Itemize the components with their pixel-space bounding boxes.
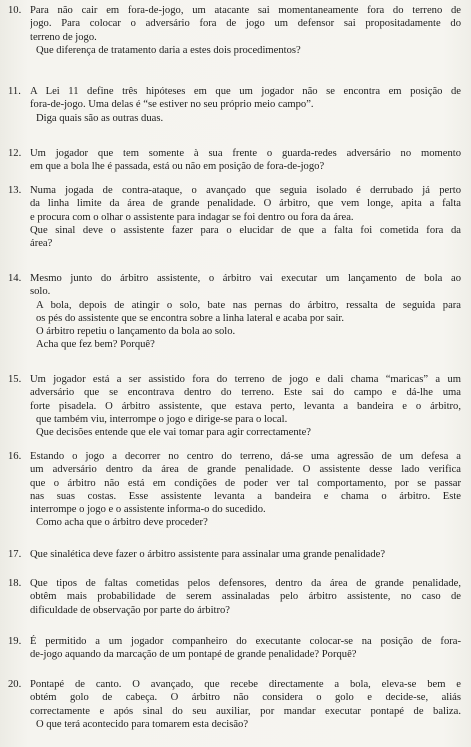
question-line: Que decisões entende que ele vai tomar para agir correctamente?: [36, 427, 311, 439]
question-line: O que terá acontecido para tomarem esta decisão?: [36, 718, 249, 730]
question-line: área?: [30, 238, 53, 250]
question-line: Que diferença de tratamento daria a estes dois procedimentos?: [36, 44, 301, 56]
question-text: [30, 678, 461, 731]
question-15: [8, 373, 461, 439]
question-14: [8, 272, 461, 352]
question-12: [8, 147, 461, 174]
question-16: [8, 450, 461, 530]
question-text: [30, 4, 461, 57]
question-number: 11.: [8, 86, 21, 97]
question-19: [8, 635, 461, 662]
question-line: os pés do assistente que se encontra sobre a linha lateral e acaba por sair.: [36, 312, 344, 324]
question-text: [30, 373, 461, 439]
question-line: O árbitro repetiu o lançamento da bola ao solo.: [36, 326, 236, 338]
question-line: jogo. Para colocar o adversário fora de jogo um defensor sai propositadamente do: [30, 18, 461, 30]
question-line: É permitido a um jogador companheiro do executante colocar-se na posição de fora-: [30, 636, 461, 647]
question-line: Numa jogada de contra-ataque, o avançado que seguia isolado é derrubado já perto: [30, 185, 461, 196]
question-text: [30, 85, 461, 125]
question-number: 15.: [8, 374, 22, 385]
question-line: Mesmo junto do árbitro assistente, o árbitro vai executar um lançamento de bola ao: [30, 273, 461, 284]
question-line: adversário que se encontrava dentro do terreno. Este sai do campo e dá-lhe uma: [30, 387, 461, 399]
question-number: 17.: [8, 549, 22, 560]
question-line: forte pisadela. O árbitro assistente, que estava perto, levanta a bandeira e o árbitro,: [30, 400, 461, 412]
question-text: [30, 548, 461, 561]
question-13: [8, 184, 461, 250]
question-line: interrompe o jogo e o assistente informa-o do sucedido.: [30, 504, 266, 516]
question-line: Que tipos de faltas cometidas pelos defensores, dentro da área de grande penalidade,: [30, 578, 461, 589]
question-number: 12.: [8, 148, 22, 159]
question-number: 18.: [8, 578, 22, 589]
question-number: 19.: [8, 636, 22, 647]
question-line: Como acha que o árbitro deve proceder?: [36, 517, 208, 529]
question-line: e procura com o olhar o assistente para indagar se foi dentro ou fora da área.: [30, 211, 354, 223]
question-text: [30, 635, 461, 662]
question-line: solo.: [30, 286, 51, 298]
question-line: Que sinalética deve fazer o árbitro assistente para assinalar uma grande penalidade?: [30, 549, 386, 560]
question-line: Para não cair em fora-de-jogo, um atacante sai momentaneamente fora do terreno de: [30, 5, 461, 16]
question-line: obtêm mais probabilidade de serem assinaladas pelo árbitro assistente, no caso de: [30, 591, 461, 603]
question-text: [30, 577, 461, 617]
question-number: 10.: [8, 5, 22, 16]
question-line: dificuldade de observação por parte do árbitro?: [30, 604, 231, 616]
question-line: Um jogador está a ser assistido fora do terreno de jogo e dali chama “maricas” a um: [30, 374, 461, 385]
question-text: [30, 147, 461, 174]
question-20: [8, 678, 461, 731]
question-line: um adversário dentro da área de grande penalidade. O assistente desse lado verifica: [30, 464, 461, 476]
question-line: fora-de-jogo. Uma delas é “se estiver no seu próprio meio campo”.: [30, 99, 314, 111]
question-line: de-jogo aquando da marcação de um pontapé de grande penalidade? Porquê?: [30, 649, 357, 661]
question-18: [8, 577, 461, 617]
question-text: [30, 184, 461, 250]
question-11: [8, 85, 461, 125]
question-text: [30, 450, 461, 530]
question-line: Um jogador que tem somente à sua frente o guarda-redes adversário no momento: [30, 148, 461, 159]
question-number: 16.: [8, 451, 22, 462]
question-line: terreno de jogo.: [30, 31, 97, 43]
question-17: [8, 548, 461, 561]
question-line: Pontapé de canto. O avançado, que recebe directamente a bola, eleva-se bem e: [30, 679, 461, 690]
question-number: 14.: [8, 273, 22, 284]
question-number: 13.: [8, 185, 22, 196]
question-line: obtém golo de cabeça. O árbitro não considera o golo e decide-se, aliás: [30, 692, 461, 704]
question-line: Diga quais são as outras duas.: [36, 112, 164, 124]
question-line: A Lei 11 define três hipóteses em que um jogador não se encontra em posição de: [30, 86, 461, 97]
question-line: correctamente e após sinal do seu auxiliar, por mandar executar pontapé de baliza.: [30, 705, 461, 717]
question-number: 20.: [8, 679, 22, 690]
question-10: [8, 4, 461, 57]
question-line: A bola, depois de atingir o solo, bate nas pernas do árbitro, ressalta de seguida para: [36, 299, 461, 311]
question-line: Que sinal deve o assistente fazer para o elucidar de que a falta foi cometida fora da: [30, 224, 461, 236]
question-text: [30, 272, 461, 352]
question-line: nas suas costas. Esse assistente levanta a bandeira e chama o árbitro. Este: [30, 490, 461, 502]
question-line: Acha que fez bem? Porquê?: [36, 339, 155, 351]
question-line: que também viu, interrompe o jogo e dirige-se para o local.: [36, 413, 288, 425]
question-line: que o árbitro não está em condições de poder ver tal comportamento, por se passar: [30, 477, 461, 489]
question-line: da linha limite da área de grande penalidade. O árbitro, que vem longe, apita a falta: [30, 198, 461, 210]
question-line: em que a bola lhe é passada, está ou não em posição de fora-de-jogo?: [30, 161, 325, 173]
question-line: Estando o jogo a decorrer no centro do terreno, dá-se uma agressão de um defesa a: [30, 451, 461, 462]
